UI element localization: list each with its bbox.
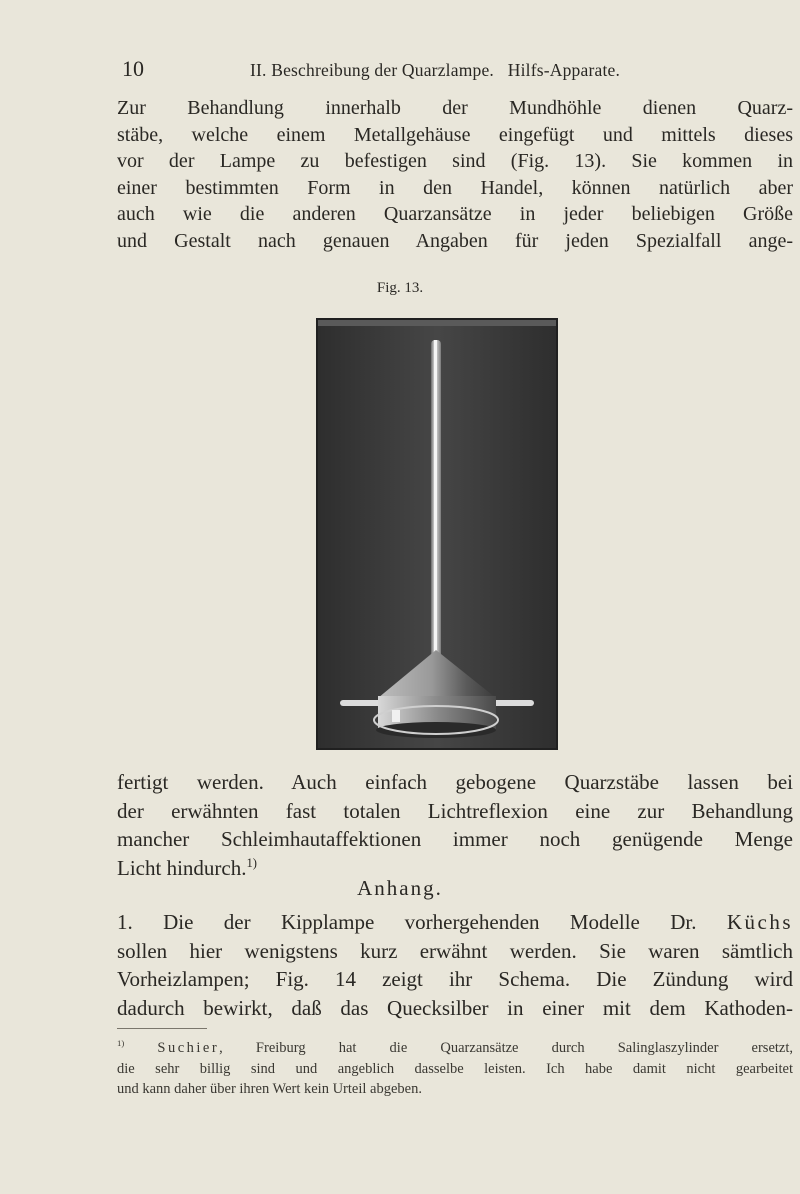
figure-13-photo [316, 318, 558, 750]
text-line: vor der Lampe zu befestigen sind (Fig. 13). Sie kommen in [117, 150, 793, 173]
footnote-divider [117, 1028, 207, 1029]
text-line: fertigt werden. Auch einfach gebogene Quarzstäbe lassen bei [117, 770, 793, 794]
paragraph-1 [117, 95, 793, 255]
figure-caption: Fig. 13. [376, 280, 424, 296]
paragraph-3 [117, 908, 793, 1022]
text-line: einer bestimmten Form in den Handel, können natürlich aber [117, 176, 793, 199]
text-line: und kann daher über ihren Wert kein Urteil abgeben. [117, 1081, 422, 1097]
text-fragment: 1. Die der Kipplampe vorhergehenden Modelle Dr. [117, 910, 727, 934]
text-line: dadurch bewirkt, daß das Quecksilber in einer mit dem Kathoden- [117, 995, 793, 1020]
text-line: und Gestalt nach genauen Angaben für jeden Spezialfall ange- [117, 229, 793, 252]
text-line: mancher Schleimhautaffektionen immer noch genügende Menge [117, 827, 793, 851]
quartz-rod-illustration [318, 320, 556, 748]
text-line [117, 1038, 793, 1059]
running-head: II. Beschreibung der Quarzlampe. Hilfs-Apparate. [250, 60, 621, 80]
footnote [117, 1038, 793, 1100]
text-line: der erwähnten fast totalen Lichtreflexion eine zur Behandlung [117, 798, 793, 823]
person-name: Küchs [726, 910, 793, 934]
text-line: stäbe, welche einem Metallgehäuse eingefügt und mittels dieses [117, 123, 793, 146]
text-line: die sehr billig sind und angeblich dasselbe leisten. Ich habe damit nicht gearbeitet [117, 1060, 793, 1077]
text-fragment: Licht hindurch. [117, 855, 247, 880]
text-line: sollen hier wenigstens kurz erwähnt werden. Sie waren sämtlich [117, 938, 793, 963]
footnote-mark: 1) [117, 1038, 125, 1049]
text-line [117, 908, 793, 937]
text-line: Vorheizlampen; Fig. 14 zeigt ihr Schema. Die Zündung wird [117, 967, 793, 991]
paragraph-2 [117, 768, 793, 882]
text-line: auch wie die anderen Quarzansätze in jeder beliebigen Größe [117, 203, 793, 226]
text-fragment: , Freiburg hat die Quarzansätze durch Salinglaszylinder ersetzt, [219, 1040, 793, 1056]
text-line: Zur Behandlung innerhalb der Mundhöhle dienen Quarz- [117, 97, 793, 119]
person-name: Suchier [157, 1040, 220, 1056]
section-heading: Anhang. [357, 876, 443, 900]
page-number: 10 [122, 56, 144, 81]
footnote-reference: 1) [246, 855, 257, 870]
